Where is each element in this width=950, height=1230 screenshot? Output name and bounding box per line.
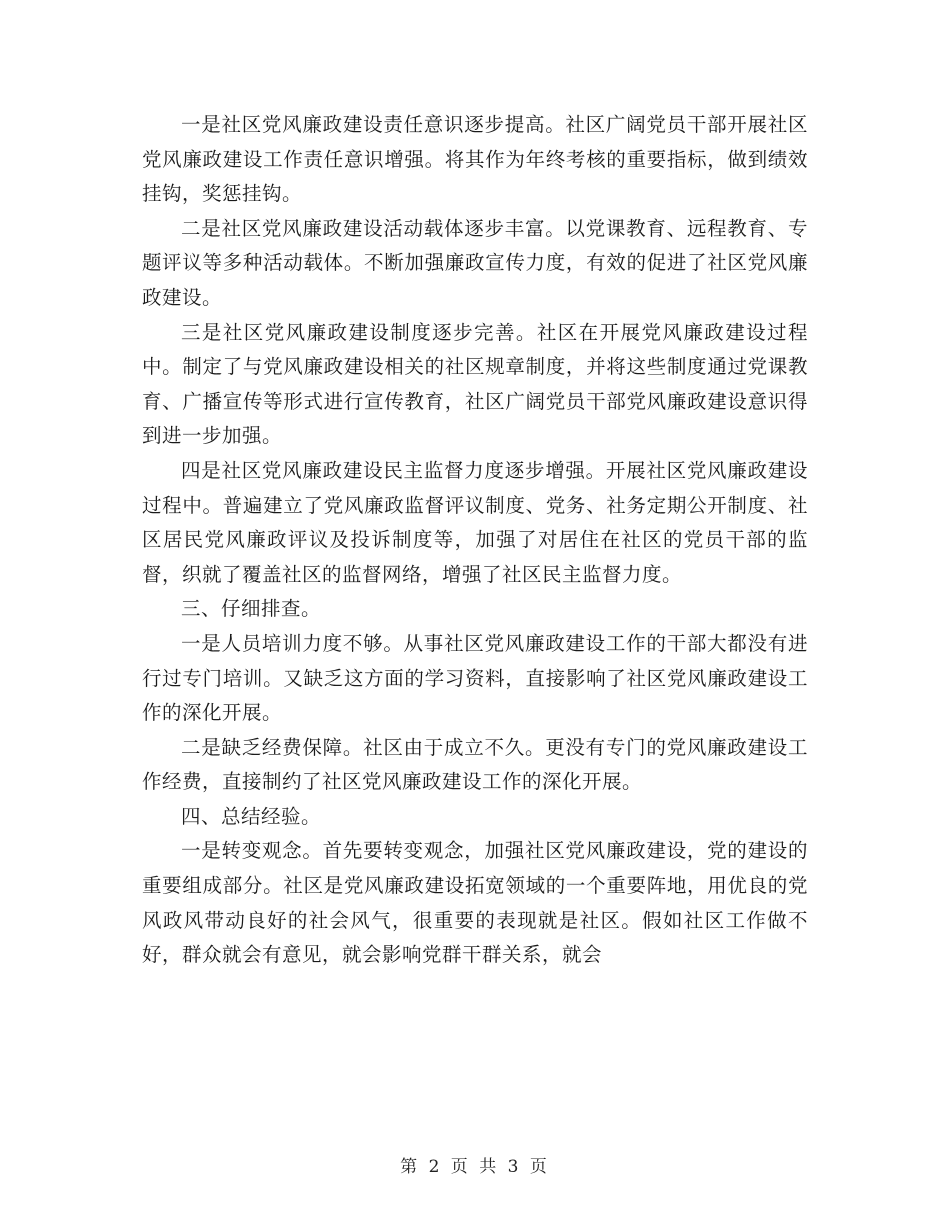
paragraph-4: 四是社区党风廉政建设民主监督力度逐步增强。开展社区党风廉政建设过程中。普遍建立了党风廉政监督评议制度、党务、社务定期公开制度、社区居民党风廉政评议及投诉制度等，加强了对居住在社区的党员干部的监督，织就了覆盖社区的监督网络，增强了社区民主监督力度。 <box>142 458 808 586</box>
section-heading-4: 四、总结经验。 <box>181 804 322 828</box>
page-number-footer: 第 2 页 共 3 页 <box>400 1157 550 1177</box>
paragraph-2: 二是社区党风廉政建设活动载体逐步丰富。以党课教育、远程教育、专题评议等多种活动载体。不断加强廉政宣传力度，有效的促进了社区党风廉政建设。 <box>142 216 808 309</box>
paragraph-5: 一是人员培训力度不够。从事社区党风廉政建设工作的干部大都没有进行过专门培训。又缺乏这方面的学习资料，直接影响了社区党风廉政建设工作的深化开展。 <box>142 631 808 725</box>
document-body <box>142 108 808 973</box>
paragraph-1: 一是社区党风廉政建设责任意识逐步提高。社区广阔党员干部开展社区党风廉政建设工作责任意识增强。将其作为年终考核的重要指标，做到绩效挂钩，奖惩挂钩。 <box>142 113 808 206</box>
paragraph-7: 一是转变观念。首先要转变观念，加强社区党风廉政建设，党的建设的重要组成部分。社区是党风廉政建设拓宽领域的一个重要阵地，用优良的党风政风带动良好的社会风气，很重要的表现就是社区。假如社区工作做不好，群众就会有意见，就会影响党群干群关系，就会 <box>142 839 808 967</box>
paragraph-3: 三是社区党风廉政建设制度逐步完善。社区在开展党风廉政建设过程中。制定了与党风廉政建设相关的社区规章制度，并将这些制度通过党课教育、广播宣传等形式进行宣传教育，社区广阔党员干部党风廉政建设意识得到进一步加强。 <box>142 320 808 448</box>
section-heading-3: 三、仔细排查。 <box>181 597 322 621</box>
paragraph-6: 二是缺乏经费保障。社区由于成立不久。更没有专门的党风廉政建设工作经费，直接制约了社区党风廉政建设工作的深化开展。 <box>142 735 808 794</box>
